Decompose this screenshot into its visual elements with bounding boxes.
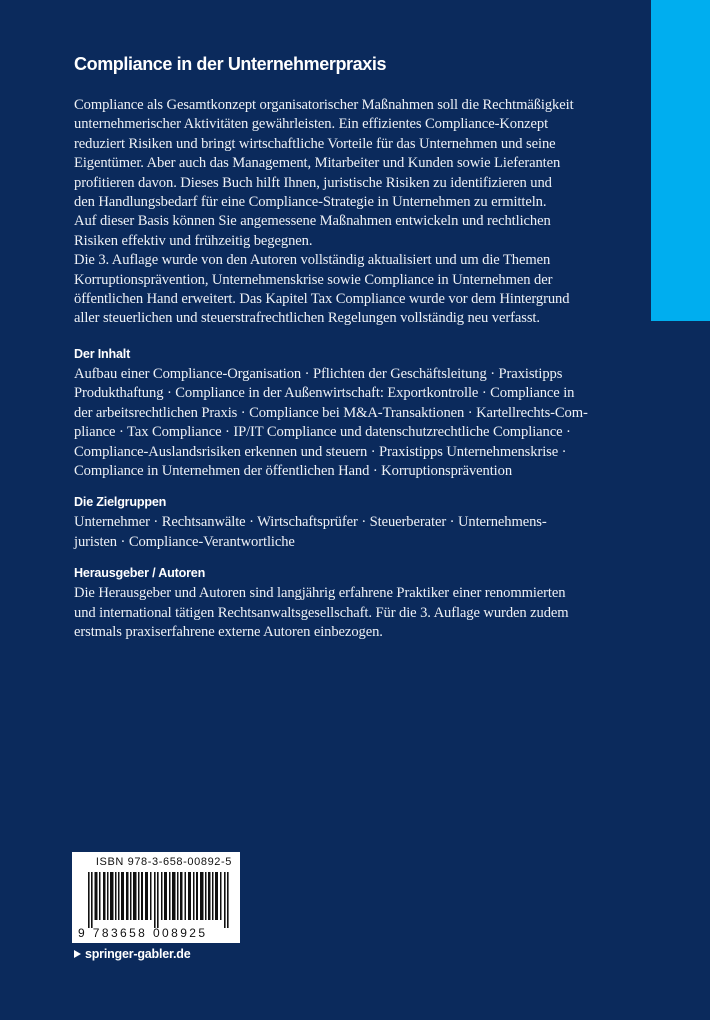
section-line: Compliance-Auslandsrisiken erkennen und steuern · Praxistipps Unternehmenskrise ·	[74, 443, 567, 460]
publisher-link[interactable]	[74, 947, 190, 961]
publisher-url: springer-gabler.de	[85, 947, 191, 961]
intro-line: Auf dieser Basis können Sie angemessene Maßnahmen entwickeln und rechtlichen	[74, 213, 551, 230]
section-line: Unternehmer · Rechtsanwälte · Wirtschaftsprüfer · Steuerberater · Unternehmens-	[74, 514, 547, 531]
section-heading-autoren: Herausgeber / Autoren	[74, 566, 206, 581]
section-text-zielgruppen	[74, 513, 634, 552]
section-line: und international tätigen Rechtsanwaltsgesellschaft. Für die 3. Auflage wurden zudem	[74, 604, 569, 621]
intro-line: aller steuerlichen und steuerstrafrechtlichen Regelungen vollständig neu verfasst.	[74, 310, 540, 327]
barcode-digits: 9 783658 008925	[78, 926, 208, 940]
isbn-barcode	[72, 852, 240, 943]
section-text-autoren	[74, 584, 634, 642]
intro-line: Die 3. Auflage wurde von den Autoren vollständig aktualisiert und um die Themen	[74, 252, 551, 269]
intro-line: Eigentümer. Aber auch das Management, Mitarbeiter und Kunden sowie Lieferanten	[74, 155, 561, 172]
intro-line: profitieren davon. Dieses Buch hilft Ihnen, juristische Risiken zu identifizieren und	[74, 174, 552, 191]
intro-line: den Handlungsbedarf für eine Compliance-Strategie in Unternehmen zu ermitteln.	[74, 194, 547, 211]
intro-line: unternehmerischer Aktivitäten gewährleisten. Ein effizientes Compliance-Konzept	[74, 116, 549, 133]
book-title: Compliance in der Unternehmerpraxis	[74, 54, 387, 74]
section-text-inhalt	[74, 365, 634, 481]
intro-line: Risiken effektiv und frühzeitig begegnen.	[74, 232, 313, 249]
intro-line: Compliance als Gesamtkonzept organisatorischer Maßnahmen soll die Rechtmäßigkeit	[74, 97, 574, 113]
section-heading-zielgruppen: Die Zielgruppen	[74, 495, 167, 510]
section-line: erstmals praxiserfahrene externe Autoren einbezogen.	[74, 623, 383, 640]
section-heading-inhalt: Der Inhalt	[74, 346, 131, 361]
barcode-bars-icon	[88, 872, 230, 928]
section-line: Die Herausgeber und Autoren sind langjährig erfahrene Praktiker einer renommierten	[74, 585, 566, 602]
intro-line: reduziert Risiken und bringt wirtschaftliche Vorteile für das Unternehmen und seine	[74, 135, 556, 152]
section-line: der arbeitsrechtlichen Praxis · Compliance bei M&A-Transaktionen · Kartellrechts-Com-	[74, 404, 588, 421]
intro-line: Korruptionsprävention, Unternehmenskrise sowie Compliance in Unternehmen der	[74, 271, 553, 288]
back-cover-content	[74, 52, 634, 642]
section-inhalt	[74, 345, 634, 481]
section-autoren	[74, 564, 634, 642]
isbn-label: ISBN 978-3-658-00892-5	[95, 856, 232, 868]
intro-text	[74, 96, 634, 329]
section-line: pliance · Tax Compliance · IP/IT Compliance und datenschutzrechtliche Compliance ·	[74, 424, 571, 441]
section-zielgruppen	[74, 493, 634, 552]
section-line: juristen · Compliance-Verantwortliche	[74, 533, 295, 550]
section-line: Aufbau einer Compliance-Organisation · Pflichten der Geschäftsleitung · Praxistipps	[74, 365, 563, 382]
section-line: Compliance in Unternehmen der öffentlichen Hand · Korruptionsprävention	[74, 462, 513, 479]
section-line: Produkthaftung · Compliance in der Außenwirtschaft: Exportkontrolle · Compliance in	[74, 385, 575, 402]
accent-strip	[651, 0, 710, 321]
intro-line: öffentlichen Hand erweitert. Das Kapitel Tax Compliance wurde vor dem Hintergrund	[74, 291, 570, 308]
arrow-right-icon	[74, 950, 81, 958]
